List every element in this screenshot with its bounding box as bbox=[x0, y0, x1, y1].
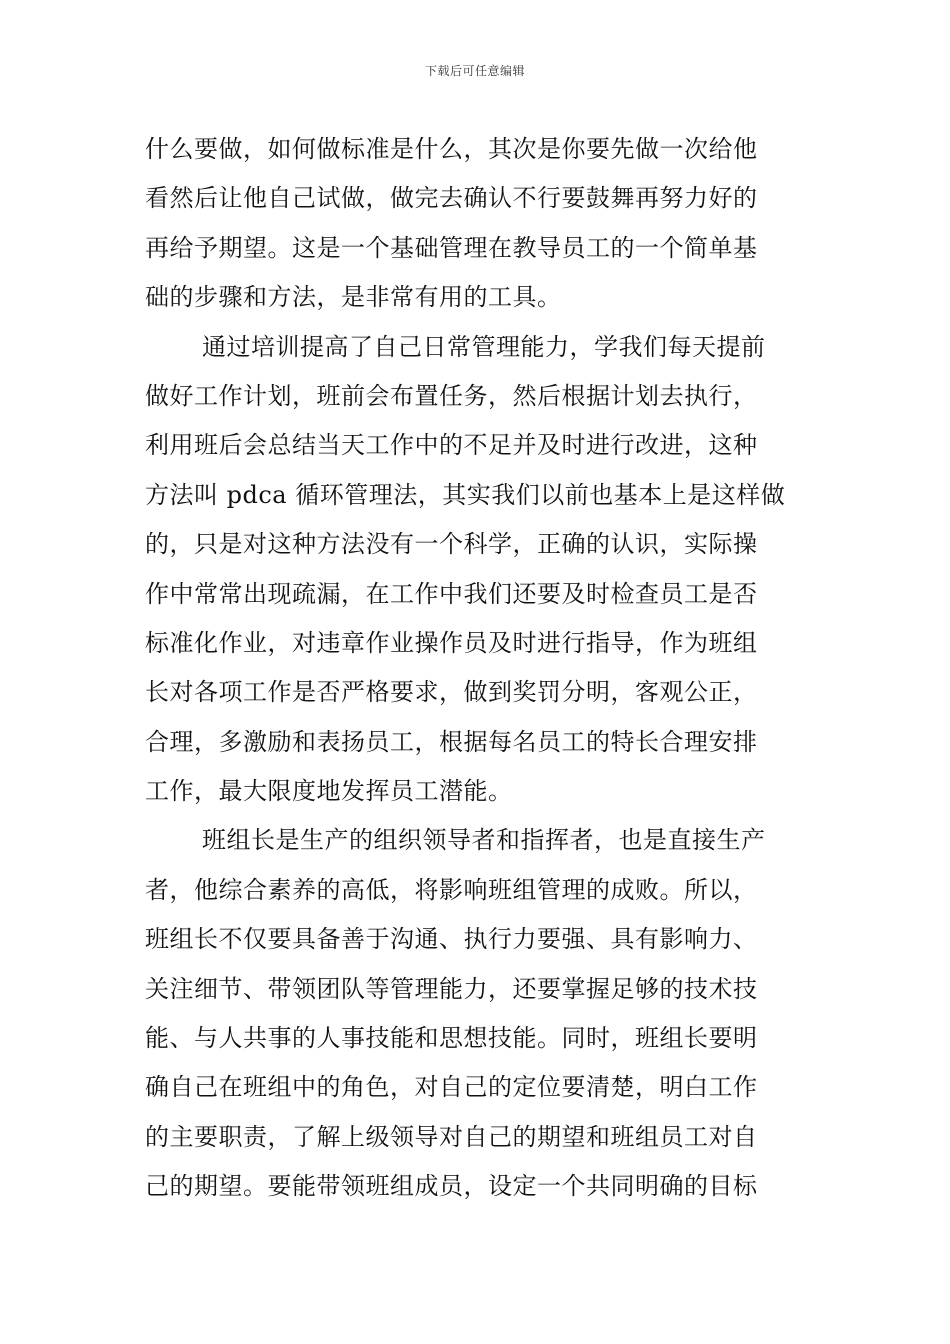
paragraph-first-line: 班组长是生产的组织领导者和指挥者，也是直接生产 bbox=[202, 826, 766, 855]
document-body bbox=[145, 125, 810, 1212]
text-line: 的主要职责，了解上级领导对自己的期望和班组员工对自 bbox=[145, 1122, 758, 1151]
text-line: 再给予期望。这是一个基础管理在教导员工的一个简单基 bbox=[145, 233, 758, 262]
text-line: 的，只是对这种方法没有一个科学，正确的认识，实际操 bbox=[145, 530, 758, 559]
paragraph-first-line: 通过培训提高了自己日常管理能力，学我们每天提前 bbox=[202, 332, 766, 361]
text-line: 班组长不仅要具备善于沟通、执行力要强、具有影响力、 bbox=[145, 925, 758, 954]
text-line: 能、与人共事的人事技能和思想技能。同时，班组长要明 bbox=[145, 1024, 758, 1053]
text-line: 己的期望。要能带领班组成员，设定一个共同明确的目标 bbox=[145, 1172, 758, 1201]
text-line: 础的步骤和方法，是非常有用的工具。 bbox=[145, 283, 562, 312]
text-line: 什么要做，如何做标准是什么，其次是你要先做一次给他 bbox=[145, 135, 758, 163]
text-line: 标准化作业，对违章作业操作员及时进行指导，作为班组 bbox=[145, 628, 758, 657]
text-line: 者，他综合素养的高低，将影响班组管理的成败。所以， bbox=[145, 875, 758, 904]
text-line: 长对各项工作是否严格要求，做到奖罚分明，客观公正， bbox=[145, 678, 758, 707]
text-line: 工作，最大限度地发挥员工潜能。 bbox=[145, 777, 513, 806]
text-line: 做好工作计划，班前会布置任务，然后根据计划去执行， bbox=[145, 381, 758, 410]
text-line: 作中常常出现疏漏，在工作中我们还要及时检查员工是否 bbox=[145, 579, 758, 608]
text-line: 利用班后会总结当天工作中的不足并及时进行改进，这种 bbox=[145, 431, 758, 460]
page-header: 下载后可任意编辑 bbox=[424, 64, 525, 78]
text-line: 方法叫 pdca 循环管理法，其实我们以前也基本上是这样做 bbox=[145, 480, 786, 509]
text-line: 看然后让他自己试做，做完去确认不行要鼓舞再努力好的 bbox=[145, 184, 758, 213]
text-line: 关注细节、带领团队等管理能力，还要掌握足够的技术技 bbox=[145, 974, 758, 1003]
text-line: 合理，多激励和表扬员工，根据每名员工的特长合理安排 bbox=[145, 727, 758, 756]
text-line: 确自己在班组中的角色，对自己的定位要清楚，明白工作 bbox=[145, 1073, 758, 1102]
